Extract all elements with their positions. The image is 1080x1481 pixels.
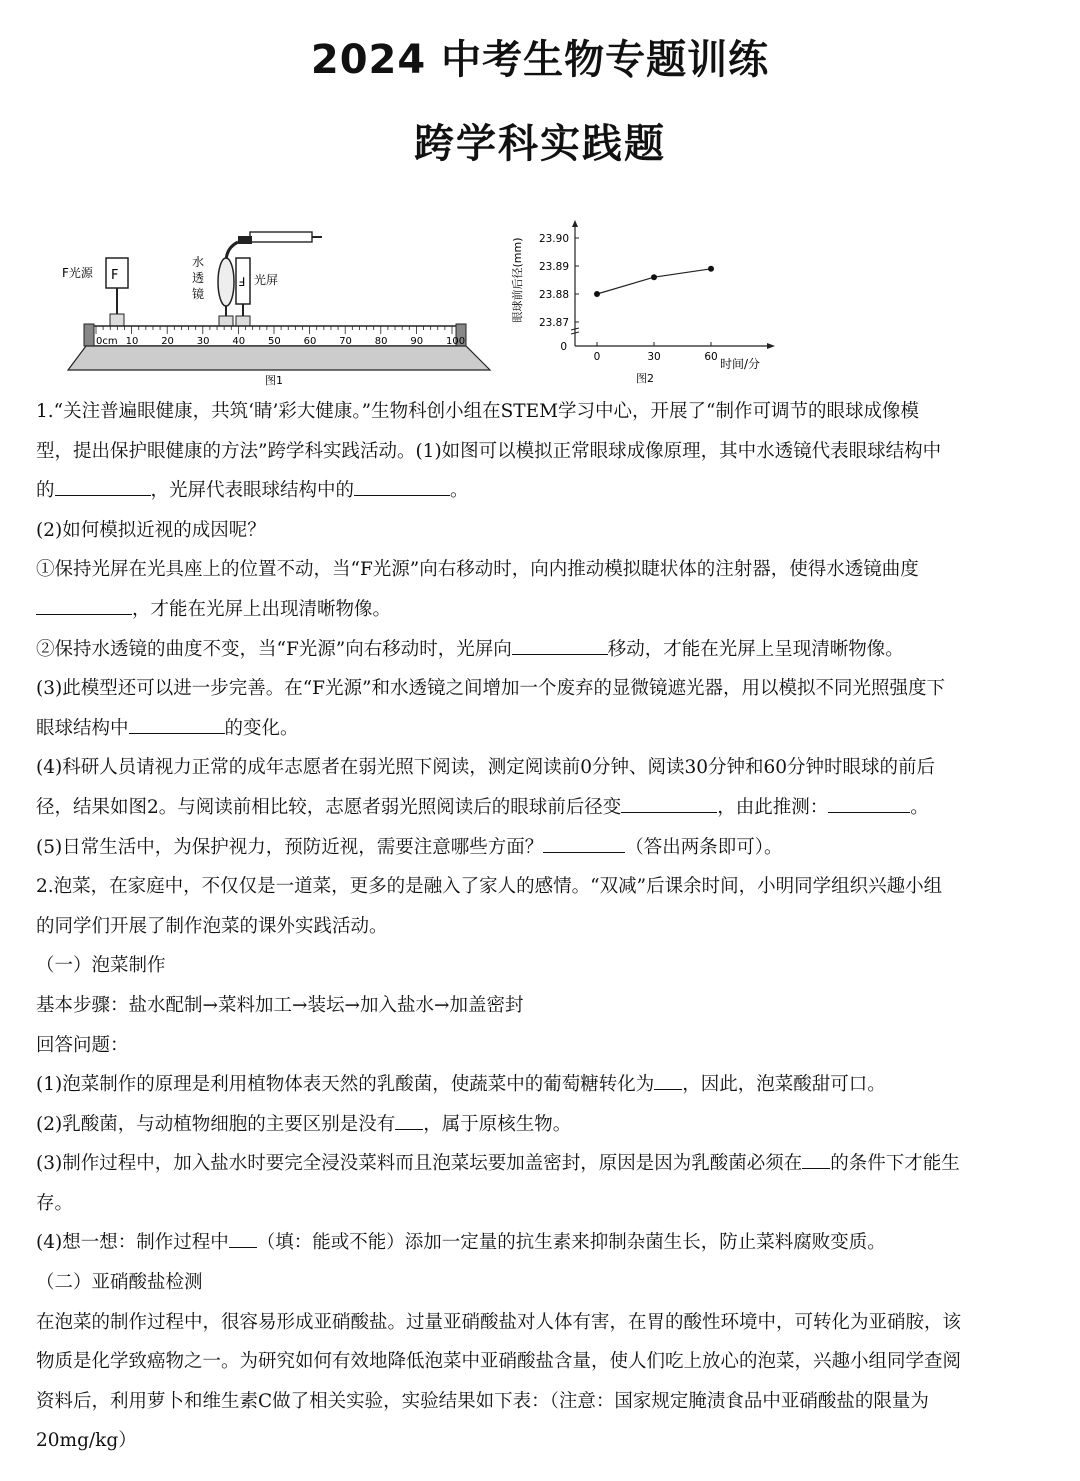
light-source-label: F光源 (62, 266, 93, 280)
text-line (36, 1144, 1048, 1184)
text-line (36, 1223, 1048, 1263)
text-segment: 在泡菜的制作过程中，很容易形成亚硝酸盐。过量亚硝酸盐对人体有害，在胃的酸性环境中，可转化为亚硝胺，该 (36, 1311, 962, 1333)
water-lens (218, 258, 234, 306)
text-line (36, 986, 1048, 1026)
figure-2-chart (505, 218, 795, 390)
text-segment: 眼球结构中 (36, 717, 129, 739)
text-segment: (2)如何模拟近视的成因呢？ (36, 519, 266, 541)
text-segment: 20mg/kg） (36, 1430, 137, 1452)
text-segment: （一）泡菜制作 (36, 955, 166, 977)
y-tick-label: 23.87 (538, 317, 569, 329)
text-segment: 资料后，利用萝卜和维生素C做了相关实验，实验结果如下表：（注意：国家规定腌渍食品中亚硝酸盐的限量为 (36, 1390, 929, 1412)
ruler-tick-label: 60 (303, 336, 317, 347)
answer-blank[interactable] (129, 711, 225, 734)
ruler-tick-label: 80 (374, 336, 388, 347)
text-segment: （答出两条即可）。 (625, 836, 783, 858)
text-segment: 。 (450, 480, 469, 502)
text-line (36, 471, 1048, 511)
text-line (36, 788, 1048, 828)
text-segment: (3)此模型还可以进一步完善。在“F光源”和水透镜之间增加一个废弃的显微镜遮光器，用以模拟不同光照强度下 (36, 678, 945, 700)
data-point (708, 266, 714, 272)
answer-blank[interactable] (654, 1067, 682, 1090)
answer-blank[interactable] (55, 473, 151, 496)
x-tick-label: 30 (647, 351, 661, 363)
text-line (36, 550, 1048, 590)
text-segment: (4)科研人员请视力正常的成年志愿者在弱光照下阅读，测定阅读前0分钟、阅读30分钟和60分钟时眼球的前后 (36, 757, 936, 779)
answer-blank[interactable] (395, 1107, 423, 1130)
answer-blank[interactable] (802, 1146, 830, 1169)
text-line (36, 1184, 1048, 1224)
text-segment: 回答问题： (36, 1034, 129, 1056)
text-line (36, 630, 1048, 670)
screen-label: 光屏 (254, 273, 279, 287)
text-segment: (5)日常生活中，为保护视力，预防近视，需要注意哪些方面？ (36, 836, 544, 858)
text-line (36, 669, 1048, 709)
answer-blank[interactable] (36, 592, 132, 615)
text-segment: (1)泡菜制作的原理是利用植物体表天然的乳酸菌，使蔬菜中的葡萄糖转化为 (36, 1074, 655, 1096)
x-axis-arrow (767, 343, 775, 349)
x-tick-label: 0 (593, 351, 601, 363)
x-tick-label: 60 (704, 351, 718, 363)
text-line (36, 590, 1048, 630)
answer-blank[interactable] (621, 790, 717, 813)
text-segment: 移动，才能在光屏上呈现清晰物像。 (607, 638, 904, 660)
text-line (36, 392, 1048, 432)
text-segment: 。 (910, 796, 929, 818)
text-segment: (3)制作过程中，加入盐水时要完全浸没菜料而且泡菜坛要加盖密封，原因是因为乳酸菌必须在 (36, 1153, 803, 1175)
page-title: 2024 中考生物专题训练 (310, 37, 770, 83)
data-point (594, 291, 600, 297)
text-line (36, 867, 1048, 907)
x-axis-label: 时间/分 (719, 357, 761, 371)
data-line (597, 269, 711, 294)
text-line (36, 946, 1048, 986)
y-axis-label: 眼球前后径(mm) (511, 237, 524, 323)
ruler-tick-label: 0cm (96, 336, 118, 347)
ruler-tick-label: 30 (196, 336, 210, 347)
lens-label-1: 水 (192, 255, 205, 269)
text-segment: 型，提出保护眼健康的方法”跨学科实践活动。(1)如图可以模拟正常眼球成像原理，其中水透镜代表眼球结构中 (36, 440, 942, 462)
text-line (36, 907, 1048, 947)
text-segment: ，因此，泡菜酸甜可口。 (682, 1074, 886, 1096)
light-source-glyph: F (111, 268, 119, 283)
text-segment: 的条件下才能生 (830, 1153, 960, 1175)
lens-label-2: 透 (192, 271, 205, 285)
text-segment: ，才能在光屏上出现清晰物像。 (132, 598, 392, 620)
text-line (36, 1342, 1048, 1382)
ruler-tick-label: 10 (125, 336, 139, 347)
ruler-tick-label: 90 (410, 336, 424, 347)
text-line (36, 1026, 1048, 1066)
y-axis-arrow (572, 220, 578, 227)
text-line (36, 511, 1048, 551)
figure-2-caption: 图2 (636, 372, 654, 385)
text-line (36, 1303, 1048, 1343)
text-line (36, 828, 1048, 868)
text-segment: ，属于原核生物。 (423, 1113, 572, 1135)
y-tick-label: 23.89 (538, 261, 569, 273)
figure-1-optical-bench (60, 222, 500, 390)
text-line (36, 432, 1048, 472)
text-line (36, 1263, 1048, 1303)
text-segment: 的同学们开展了制作泡菜的课外实践活动。 (36, 915, 388, 937)
ruler-tick-label: 20 (161, 336, 174, 347)
data-point (651, 274, 657, 280)
chart-origin-label: 0 (560, 341, 567, 353)
text-segment: 存。 (36, 1192, 74, 1214)
question-body (36, 392, 1048, 1461)
answer-blank[interactable] (512, 632, 608, 655)
text-line (36, 1105, 1048, 1145)
text-segment: 径，结果如图2。与阅读前相比较，志愿者弱光照阅读后的眼球前后径变 (36, 796, 622, 818)
text-line (36, 1382, 1048, 1422)
text-segment: （填：能或不能）添加一定量的抗生素来抑制杂菌生长，防止菜料腐败变质。 (256, 1232, 886, 1254)
text-segment: 物质是化学致癌物之一。为研究如何有效地降低泡菜中亚硝酸盐含量，使人们吃上放心的泡菜，兴趣小组同学查阅 (36, 1351, 962, 1373)
text-segment: 1.“关注普遍眼健康，共筑‘睛’彩大健康。”生物科创小组在STEM学习中心，开展了“制作可调节的眼球成像模 (36, 401, 919, 422)
ruler-tick-label: 70 (339, 336, 352, 347)
text-segment: ①保持光屏在光具座上的位置不动，当“F光源”向右移动时，向内推动模拟睫状体的注射器，使得水透镜曲度 (36, 559, 919, 581)
ruler-tick-label: 50 (268, 336, 281, 347)
text-line (36, 1065, 1048, 1105)
screen-glyph: Ⅎ (238, 275, 245, 289)
text-segment: 基本步骤：盐水配制→菜料加工→装坛→加入盐水→加盖密封 (36, 994, 524, 1016)
answer-blank[interactable] (828, 790, 910, 813)
text-segment: 的 (36, 480, 55, 502)
text-segment: 2.泡菜，在家庭中，不仅仅是一道菜，更多的是融入了家人的感情。“双减”后课余时间，小明同学组织兴趣小组 (36, 876, 943, 898)
ruler-tick-label: 40 (232, 336, 246, 347)
text-segment: ②保持水透镜的曲度不变，当“F光源”向右移动时，光屏向 (36, 638, 512, 660)
figure-1-caption: 图1 (265, 374, 283, 387)
lens-label-3: 镜 (192, 287, 205, 301)
page-subtitle: 跨学科实践题 (414, 121, 666, 167)
y-tick-label: 23.88 (538, 289, 569, 301)
text-segment: 的变化。 (224, 717, 299, 739)
answer-blank[interactable] (543, 830, 625, 853)
text-segment: (4)想一想：制作过程中 (36, 1232, 229, 1254)
y-tick-label: 23.90 (538, 233, 569, 245)
answer-blank[interactable] (354, 473, 450, 496)
text-segment: (2)乳酸菌，与动植物细胞的主要区别是没有 (36, 1113, 396, 1135)
ruler-tick-label: 100 (446, 336, 466, 347)
answer-blank[interactable] (229, 1225, 257, 1248)
text-line (36, 748, 1048, 788)
text-line (36, 709, 1048, 749)
text-segment: ，由此推测： (717, 796, 829, 818)
text-segment: ，光屏代表眼球结构中的 (150, 480, 355, 502)
text-line (36, 1421, 1048, 1461)
text-segment: （二）亚硝酸盐检测 (36, 1272, 203, 1294)
